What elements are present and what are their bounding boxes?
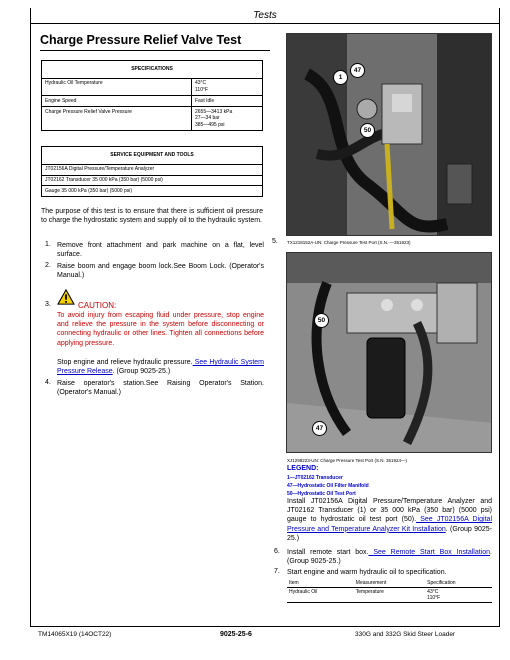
step-number: 1. [45, 241, 51, 248]
remote-start-box-installation-link[interactable]: See Remote Start Box Installation [368, 549, 491, 556]
legend-item: 50—Hydrostatic Oil Test Port [287, 491, 356, 497]
caution-text: To avoid injury from escaping fluid under pressure, stop engine and relieve the pressure in the system before disconnecting or connecting hydraulic or other lines. Tighten all connections before applying pressure. [57, 312, 264, 347]
callout-47: 47 [350, 63, 365, 78]
spec-label: Charge Pressure Relief Valve Pressure [42, 107, 192, 131]
page-title: Charge Pressure Relief Valve Test [40, 33, 242, 47]
footer-product-name: 330G and 332G Skid Steer Loader [355, 631, 456, 638]
spec-value: Fast Idle [192, 96, 263, 107]
col-header-measurement: Measurement [355, 580, 387, 586]
photo-1-illustration [287, 34, 492, 236]
photo-1-caption: TX1218152A-UN: Charge Pressure Test Port (S.N. —351923) [287, 240, 411, 245]
callout-50: 50 [360, 123, 375, 138]
warning-triangle-icon [57, 289, 75, 305]
purpose-paragraph: The purpose of this test is to ensure that there is sufficient oil pressure to charge the hydrostatic system and supply oil to the hydraulic system. [41, 208, 263, 225]
callout-47: 47 [312, 421, 327, 436]
step-number: 4. [45, 379, 51, 386]
specifications-table [41, 60, 263, 131]
analyzer-kit-installation-link[interactable]: See JT02156A Digital Pressure and Temperature Analyzer Kit Installation [287, 516, 493, 533]
tool-row: Gauge 35 000 kPa (350 bar) (5000 psi) [42, 186, 263, 197]
callout-1: 1 [333, 70, 348, 85]
cell-specification: 43°C 110°F [427, 589, 441, 601]
spec-label: Hydraulic Oil Temperature [42, 78, 192, 96]
tool-row: JT02156A Digital Pressure/Temperature Analyzer [42, 164, 263, 175]
col-header-specification: Specification [427, 580, 456, 586]
title-divider [40, 50, 270, 51]
spec-value: 43°C 110°F [192, 78, 263, 96]
caution-label: CAUTION: [78, 301, 117, 310]
tool-row: JT02162 Transducer 35 000 kPa (350 bar) (5000 psi) [42, 175, 263, 186]
charge-pressure-port-photo-1 [286, 33, 492, 236]
legend-item: 47—Hydrostatic Oil Filter Manifold [287, 483, 369, 489]
section-header: Tests [253, 10, 277, 21]
step-number: 3. [45, 301, 51, 308]
cell-item: Hydraulic Oil [289, 589, 318, 595]
legend-item: 1—JT02162 Transducer [287, 475, 343, 481]
footer-page-number: 9025-25-6 [220, 631, 252, 638]
spec-value: 2655—3413 kPa 27—34 bar 385—495 psi [192, 107, 263, 131]
step-7-text: Start engine and warm hydraulic oil to specification. [287, 569, 447, 576]
specifications-heading: SPECIFICATIONS [42, 61, 263, 79]
step-number: 5. [272, 238, 278, 245]
step-number: 7. [274, 568, 280, 575]
step-2-text: Raise boom and engage boom lock.See Boom Lock. (Operator's Manual.) [57, 263, 264, 280]
header-divider [30, 23, 500, 24]
cell-measurement: Temperature [355, 589, 384, 595]
tools-heading: SERVICE EQUIPMENT AND TOOLS [42, 147, 263, 165]
col-header-item: Item [289, 580, 299, 586]
step-3-text: Stop engine and relieve hydraulic pressure. See Hydraulic System Pressure Release. (Group 9025-25.) [57, 359, 264, 376]
photo-2-caption: XJ1298223-UN: Charge Pressure Test Port (S.N. 351924—) [287, 458, 407, 463]
service-tools-table [41, 146, 263, 197]
step-5-text: Install JT02156A Digital Pressure/Temperature Analyzer and JT02162 Transducer (1) or 35 000 kPa (350 bar) (5000 psi) gauge to hydrostatic oil test port (50). See JT02156A Digital Pressure and Temperature Analyzer Kit Installation. (Group 9025-25.) [287, 498, 493, 542]
footer-divider [30, 626, 500, 627]
footer-document-id: TM14065X19 (14OCT22) [38, 631, 112, 638]
table-row [287, 588, 492, 603]
legend-title: LEGEND: [287, 465, 319, 472]
callout-50: 50 [314, 313, 329, 328]
temperature-spec-table [287, 579, 492, 603]
hydraulic-pressure-release-link[interactable]: See Hydraulic System Pressure Release [57, 359, 264, 376]
step-4-text: Raise operator's station.See Raising Operator's Station. (Operator's Manual.) [57, 380, 264, 397]
step-1-text: Remove front attachment and park machine on a flat, level surface. [57, 242, 264, 259]
step-number: 2. [45, 262, 51, 269]
spec-label: Engine Speed [42, 96, 192, 107]
step-number: 6. [274, 548, 280, 555]
step-6-text: Install remote start box. See Remote Start Box Installation. (Group 9025-25.) [287, 549, 492, 566]
